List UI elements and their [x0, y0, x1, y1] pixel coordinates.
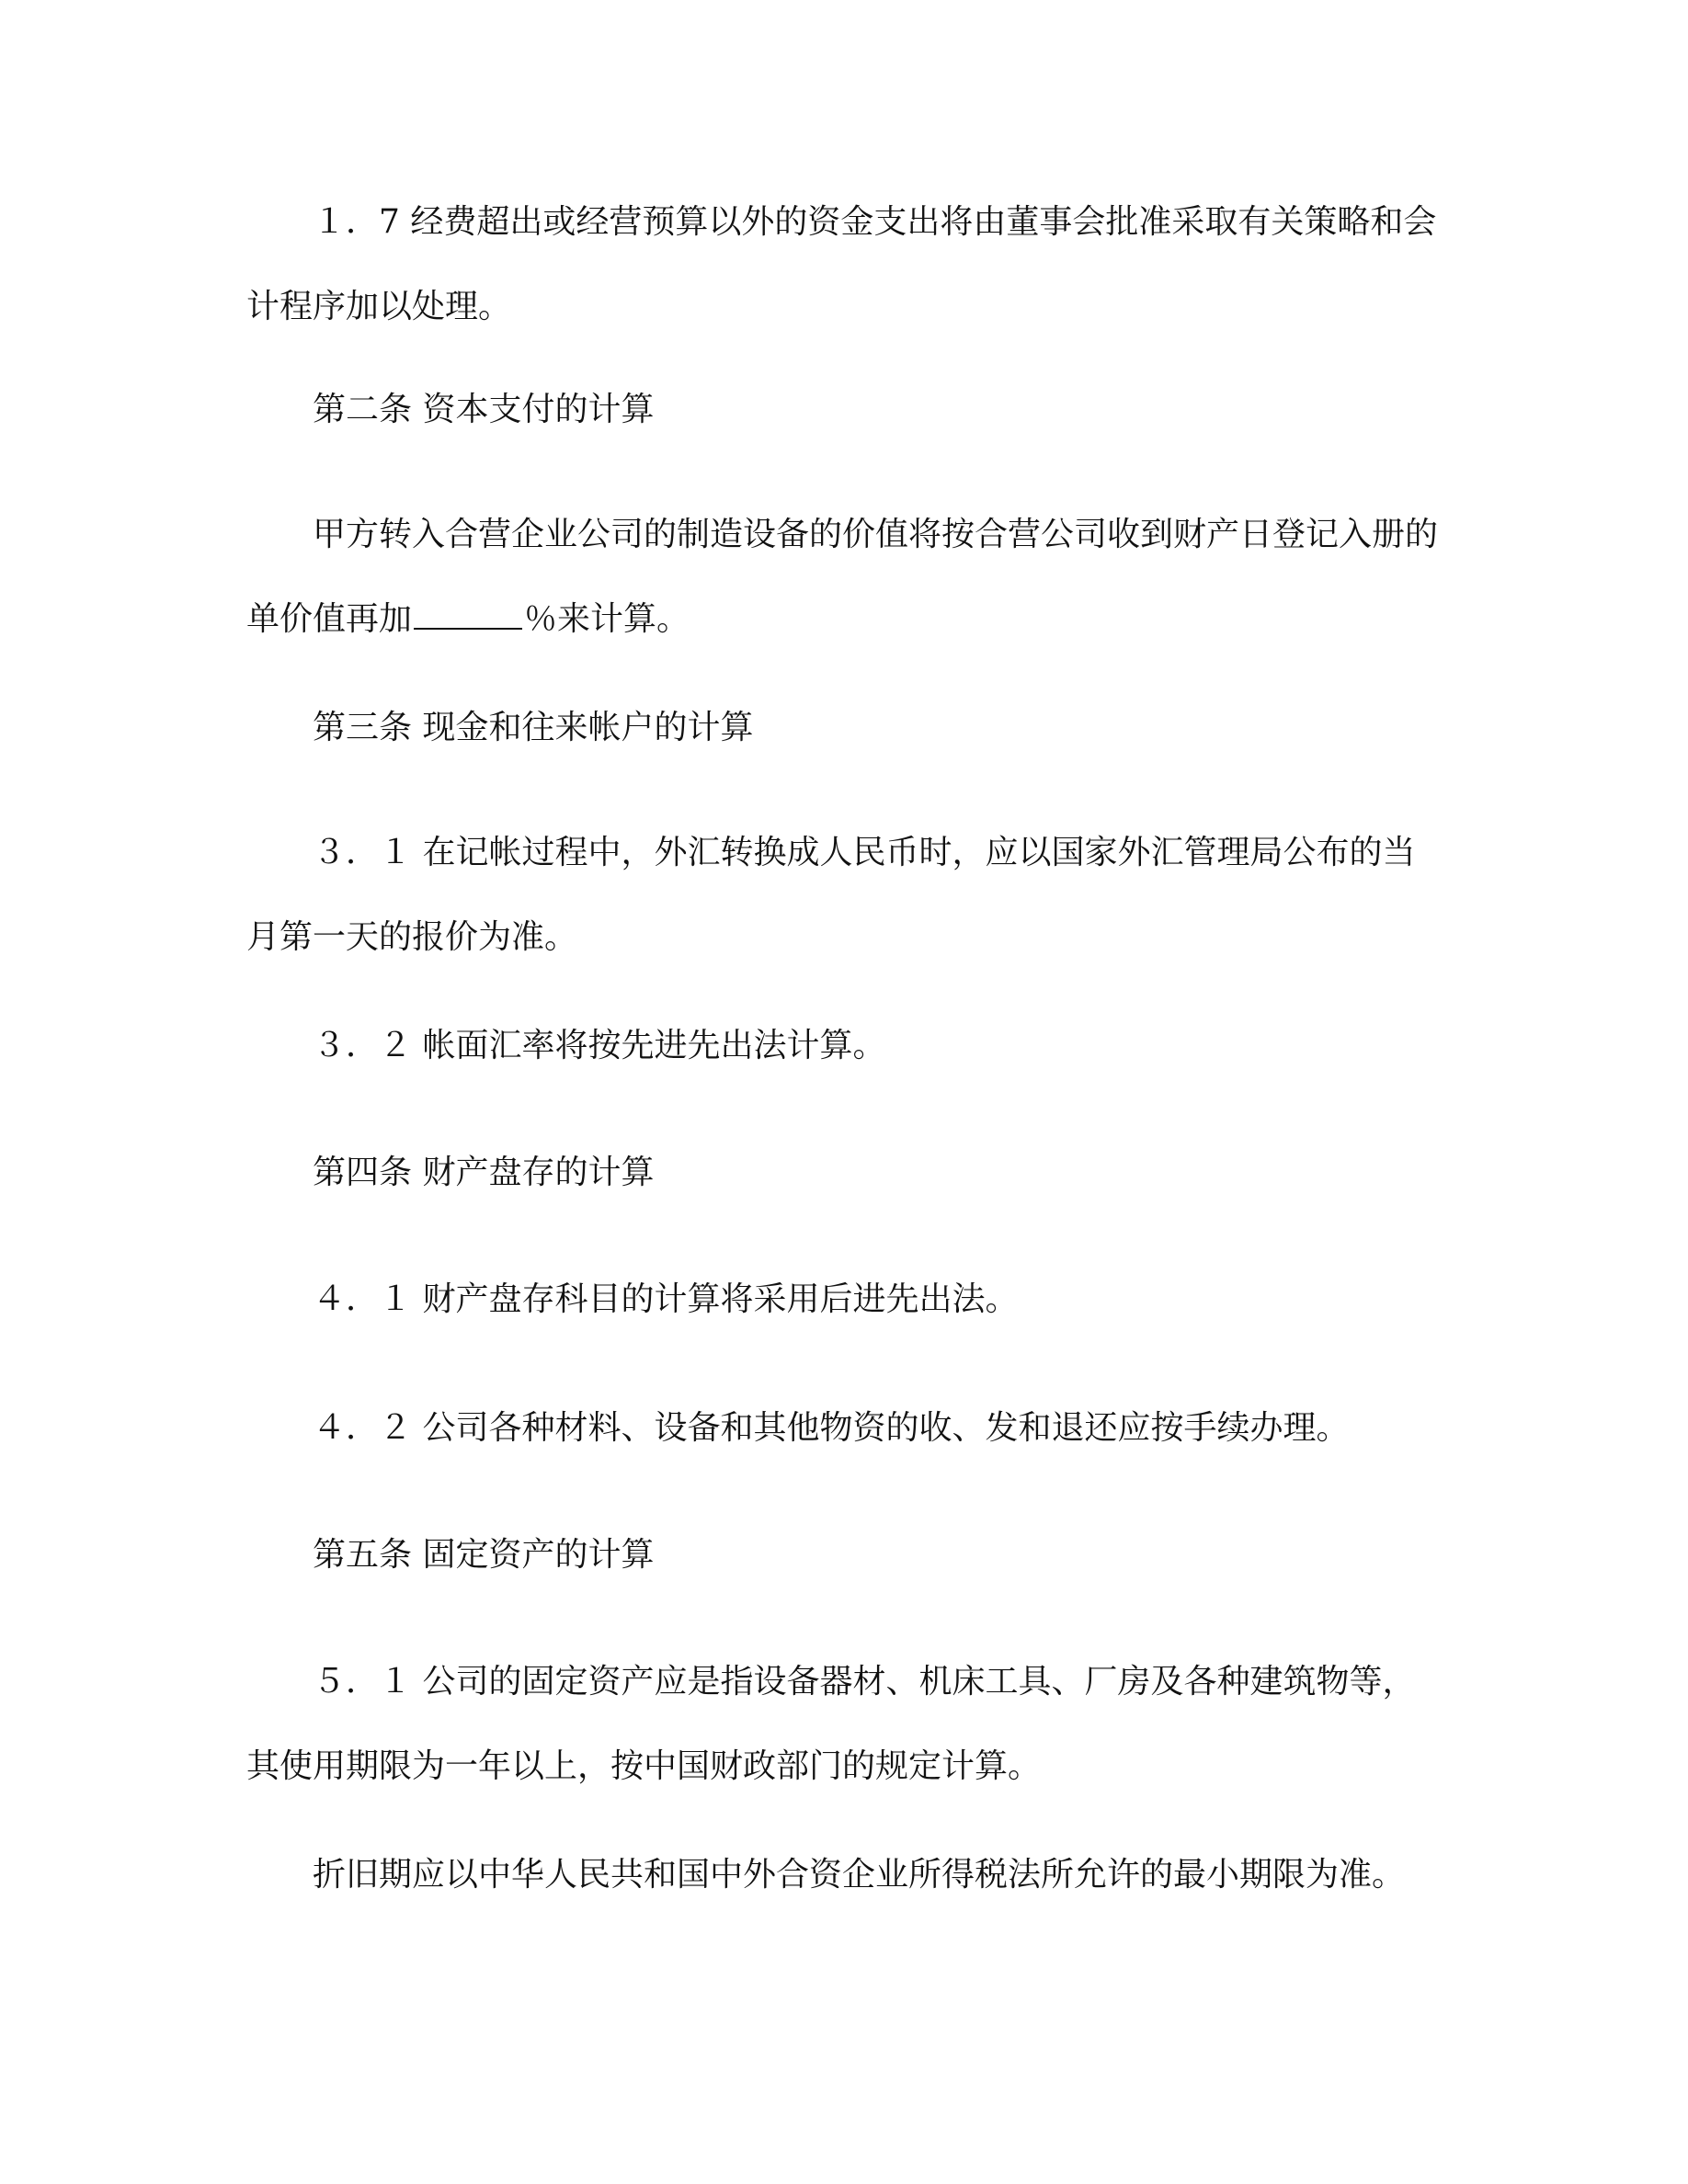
heading-article-2: 第二条 资本支付的计算 [313, 391, 655, 428]
paragraph-3-2: ３．２ 帐面汇率将按先进先出法计算。 [313, 1027, 886, 1064]
paragraph-3-1: ３．１ 在记帐过程中，外汇转换成人民币时，应以国家外汇管理局公布的当月第一天的报价为准。 [246, 834, 1416, 956]
heading-article-3: 第三条 现金和往来帐户的计算 [313, 709, 754, 746]
paragraph-1-7: １．7 经费超出或经营预算以外的资金支出将由董事会批准采取有关策略和会计程序加以处理。 [246, 203, 1437, 325]
article-2-text-before: 甲方转入合营企业公司的制造设备的价值将按合营公司收到财产日登记入册的单价值再加 [246, 516, 1439, 638]
heading-article-5: 第五条 固定资产的计算 [313, 1536, 655, 1574]
heading-article-4: 第四条 财产盘存的计算 [313, 1154, 655, 1191]
paragraph-depreciation: 折旧期应以中华人民共和国中外合资企业所得税法所允许的最小期限为准。 [313, 1856, 1406, 1894]
paragraph-article-2-body [246, 493, 1442, 662]
paragraph-4-1: ４．１ 财产盘存科目的计算将采用后进先出法。 [313, 1280, 1019, 1318]
paragraph-5-1: ５．１ 公司的固定资产应是指设备器材、机床工具、厂房及各种建筑物等，其使用期限为一年以上，按中国财政部门的规定计算。 [246, 1663, 1416, 1785]
article-2-text-after: ％来计算。 [524, 600, 690, 638]
paragraph-4-2: ４．２ 公司各种材料、设备和其他物资的收、发和退还应按手续办理。 [313, 1409, 1350, 1447]
fill-in-blank-line [414, 600, 522, 630]
